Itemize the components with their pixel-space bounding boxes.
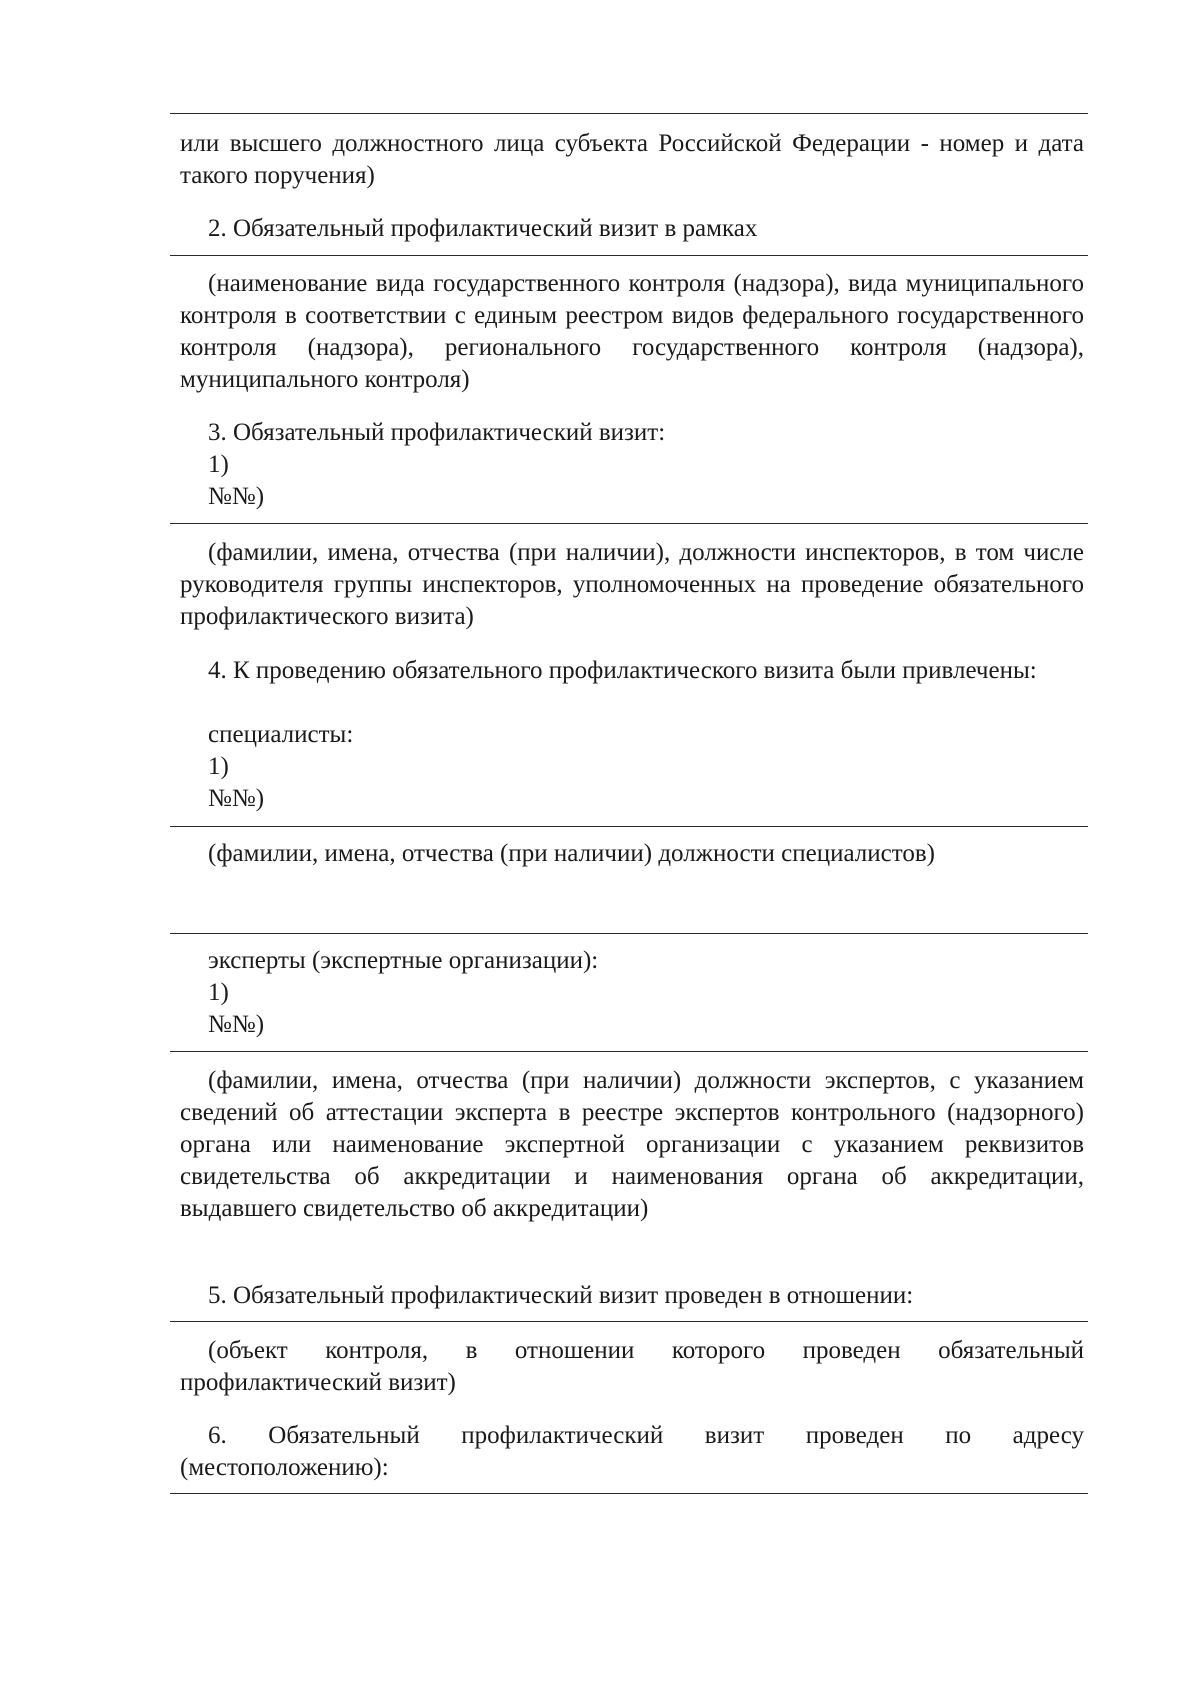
fill-line xyxy=(170,1321,1088,1322)
section-5-note: (объект контроля, в отношении которого проведен обязательный профилактический визит) xyxy=(180,1337,1084,1396)
section-4-heading: 4. К проведению обязательного профилактического визита были привлечены: xyxy=(208,657,1037,684)
experts-label: эксперты (экспертные организации): xyxy=(208,947,599,974)
specialists-item-1: 1) xyxy=(208,753,229,780)
fill-line xyxy=(170,523,1088,524)
section-3-item-1: 1) xyxy=(208,451,229,478)
section-2-heading: 2. Обязательный профилактический визит в рамках xyxy=(208,215,758,242)
section-5-heading: 5. Обязательный профилактический визит проведен в отношении: xyxy=(208,1282,914,1309)
section-2-note: (наименование вида государственного контроля (надзора), вида муниципального контроля в соответствии с единым реестром видов федерального государственного контроля (надзора), регионального государственного контроля (надзора), муниципального контроля) xyxy=(180,270,1084,393)
order-tail-paragraph: или высшего должностного лица субъекта Российской Федерации - номер и дата такого поручения) xyxy=(180,130,1084,189)
section-3-numbers: №№) xyxy=(208,483,265,510)
specialists-note: (фамилии, имена, отчества (при наличии) должности специалистов) xyxy=(208,840,935,867)
section-3-heading: 3. Обязательный профилактический визит: xyxy=(208,419,666,446)
experts-numbers: №№) xyxy=(208,1011,265,1038)
fill-line xyxy=(170,113,1088,114)
specialists-label: специалисты: xyxy=(208,721,354,748)
experts-note: (фамилии, имена, отчества (при наличии) должности экспертов, с указанием сведений об аттестации эксперта в реестре экспертов контрольного (надзорного) органа или наименование экспертной организации с указанием реквизитов свидетельства об аккредитации и наименования органа об аккредитации, выдавшего свидетельство об аккредитации) xyxy=(180,1067,1084,1222)
specialists-numbers: №№) xyxy=(208,785,265,812)
section-6-heading: 6. Обязательный профилактический визит проведен по адресу (местоположению): xyxy=(180,1422,1084,1481)
section-3-note: (фамилии, имена, отчества (при наличии), должности инспекторов, в том числе руководителя группы инспекторов, уполномоченных на проведение обязательного профилактического визита) xyxy=(180,539,1084,630)
fill-line xyxy=(170,933,1088,934)
fill-line xyxy=(170,255,1088,256)
fill-line xyxy=(170,1051,1088,1052)
fill-line xyxy=(170,1493,1088,1494)
experts-item-1: 1) xyxy=(208,979,229,1006)
fill-line xyxy=(170,826,1088,827)
